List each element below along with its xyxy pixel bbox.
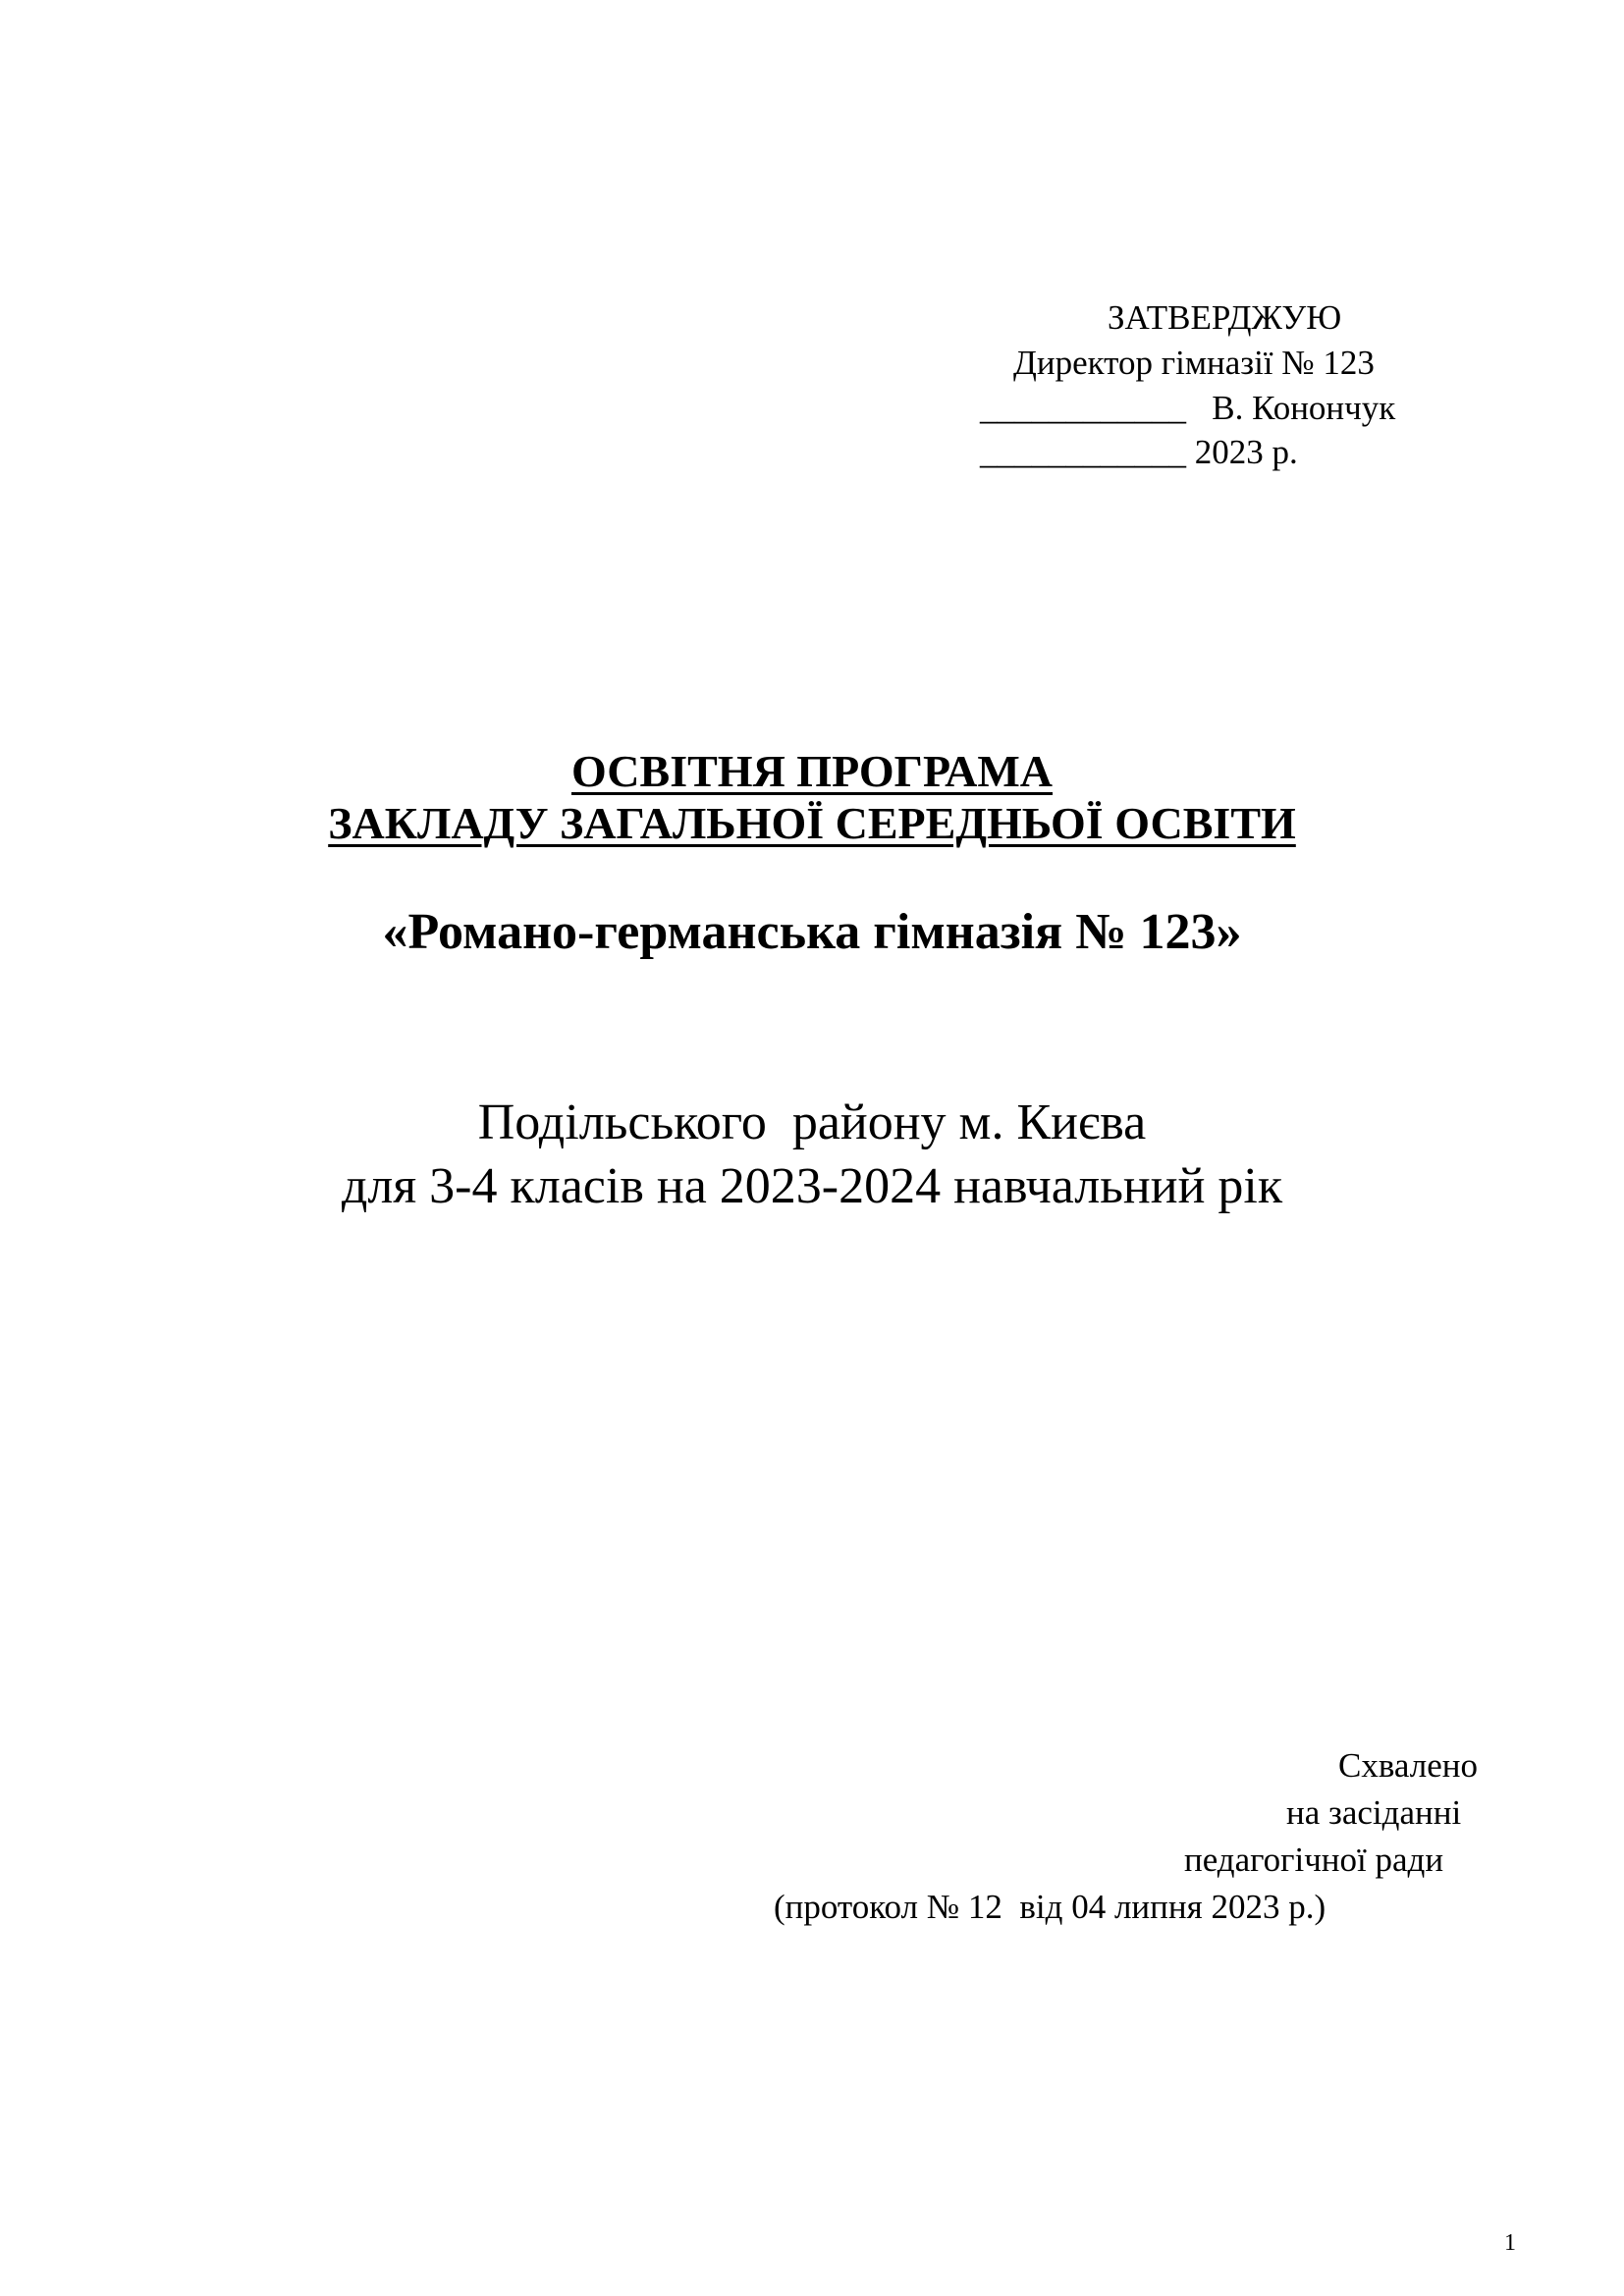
council-approved: Схвалено xyxy=(1338,1746,1478,1785)
council-meeting: на засіданні xyxy=(1286,1793,1462,1832)
subtitle-classes-year: для 3-4 класів на 2023-2024 навчальний рік xyxy=(341,1158,1283,1214)
document-title-line-1: ОСВІТНЯ ПРОГРАМА xyxy=(570,746,1054,796)
subtitle-district: Подільського району м. Києва xyxy=(477,1095,1147,1150)
council-protocol: (протокол № 12 від 04 липня 2023 р.) xyxy=(774,1888,1326,1926)
approval-signature-line: ____________ В. Конончук xyxy=(980,389,1396,427)
school-name: «Романо-германська гімназія № 123» xyxy=(382,904,1242,960)
approval-date-line: ____________ 2023 р. xyxy=(980,433,1298,471)
approval-heading: ЗАТВЕРДЖУЮ xyxy=(1108,298,1342,337)
document-title-line-2: ЗАКЛАДУ ЗАГАЛЬНОЇ СЕРЕДНЬОЇ ОСВІТИ xyxy=(328,798,1296,848)
page-number: 1 xyxy=(1504,2230,1516,2256)
council-pedagogical: педагогічної ради xyxy=(1184,1841,1444,1879)
approval-position: Директор гімназії № 123 xyxy=(1013,344,1375,382)
